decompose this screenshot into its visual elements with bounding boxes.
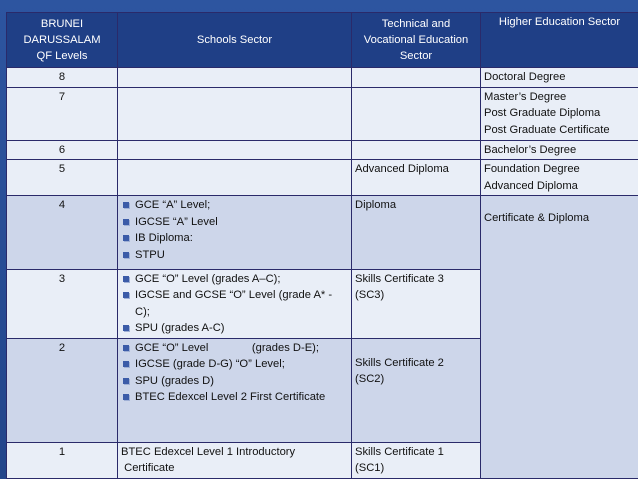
- list-item: GCE “O” Level (grades A–C);: [121, 271, 348, 288]
- level-cell: 1: [7, 442, 118, 478]
- qualifications-framework-table: [6, 12, 638, 479]
- tvet-cell: Skills Certificate 3 (SC3): [352, 269, 481, 338]
- schools-cell: [118, 269, 352, 338]
- list-item: IB Diploma:: [121, 230, 348, 247]
- list-item: BTEC Edexcel Level 2 First Certificate: [121, 389, 348, 406]
- list-item: IGCSE “A” Level: [121, 214, 348, 231]
- higher-cell: Master’s Degree Post Graduate Diploma Post Graduate Certificate: [481, 87, 638, 140]
- header-tvet-sector: Technical and Vocational Education Sector: [352, 13, 481, 68]
- level-cell: 4: [7, 196, 118, 269]
- tvet-cell: [352, 87, 481, 140]
- list-item: IGCSE and GCSE “O” Level (grade A* - C);: [121, 287, 348, 320]
- schools-cell: [118, 160, 352, 196]
- tvet-cell: Diploma: [352, 196, 481, 269]
- header-qf-levels: BRUNEI DARUSSALAM QF Levels: [7, 13, 118, 68]
- table-row: [7, 140, 638, 160]
- higher-cell: Bachelor’s Degree: [481, 140, 638, 160]
- table-row: [7, 196, 638, 269]
- table-row: [7, 68, 638, 88]
- tvet-cell: Skills Certificate 1 (SC1): [352, 442, 481, 478]
- schools-cell: [118, 196, 352, 269]
- level-cell: 3: [7, 269, 118, 338]
- higher-cell: Certificate & Diploma: [481, 196, 638, 479]
- tvet-cell: Advanced Diploma: [352, 160, 481, 196]
- level-cell: 6: [7, 140, 118, 160]
- header-schools-sector: Schools Sector: [118, 13, 352, 68]
- list-item: GCE “O” Level (grades D-E);: [121, 340, 348, 357]
- tvet-cell: Skills Certificate 2 (SC2): [352, 338, 481, 442]
- higher-cell: Foundation Degree Advanced Diploma: [481, 160, 638, 196]
- schools-cell: [118, 87, 352, 140]
- header-higher-education-sector: Higher Education Sector: [481, 13, 638, 68]
- tvet-cell: [352, 140, 481, 160]
- schools-cell: [118, 140, 352, 160]
- header-row: [7, 13, 638, 68]
- higher-cell: Doctoral Degree: [481, 68, 638, 88]
- level-cell: 2: [7, 338, 118, 442]
- schools-cell: [118, 338, 352, 442]
- tvet-cell: [352, 68, 481, 88]
- list-item: STPU: [121, 247, 348, 264]
- list-item: IGCSE (grade D-G) “O” Level;: [121, 356, 348, 373]
- table-row: [7, 87, 638, 140]
- list-item: SPU (grades D): [121, 373, 348, 390]
- schools-cell: BTEC Edexcel Level 1 Introductory Certificate: [118, 442, 352, 478]
- schools-cell: [118, 68, 352, 88]
- table-row: [7, 160, 638, 196]
- list-item: GCE “A” Level;: [121, 197, 348, 214]
- level-cell: 8: [7, 68, 118, 88]
- level-cell: 5: [7, 160, 118, 196]
- level-cell: 7: [7, 87, 118, 140]
- list-item: SPU (grades A-C): [121, 320, 348, 337]
